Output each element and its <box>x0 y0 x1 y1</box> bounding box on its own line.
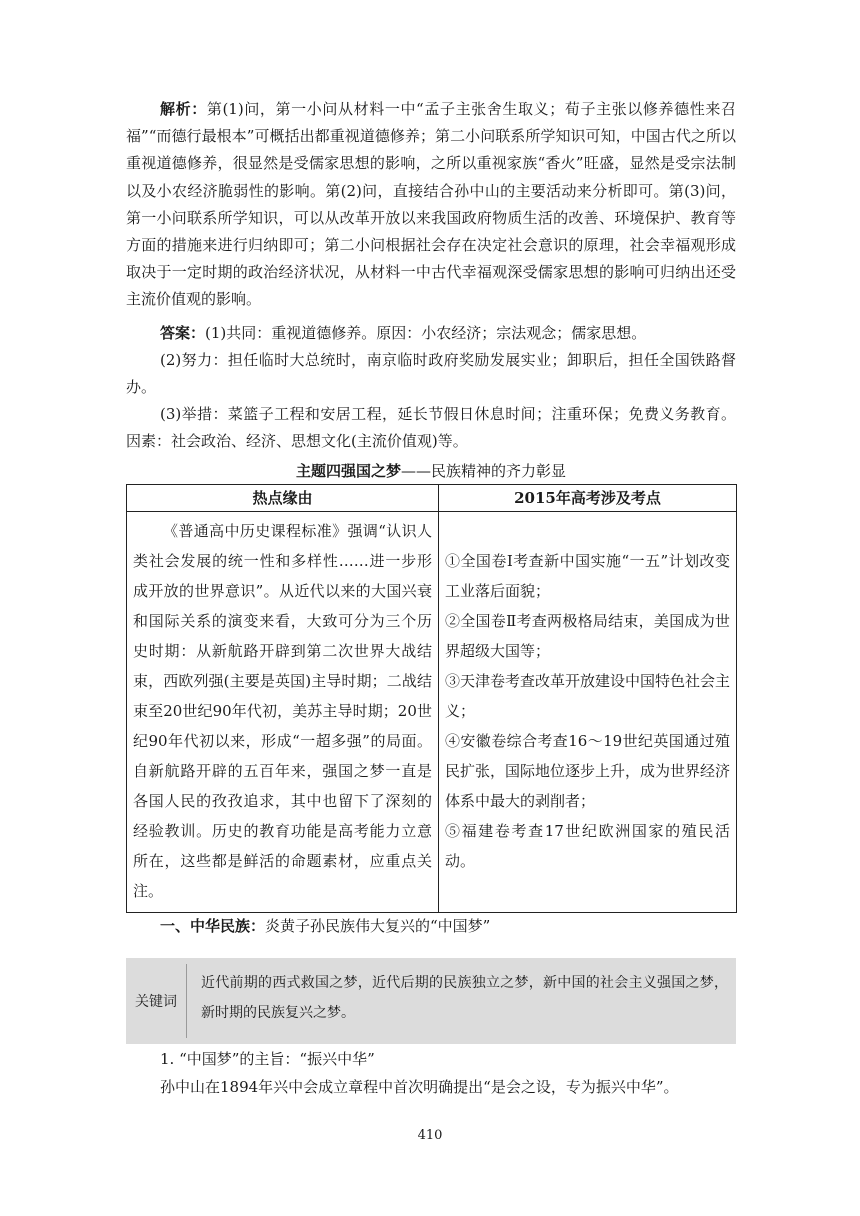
exam-point-item: ③天津卷考查改革开放建设中国特色社会主义； <box>445 671 731 720</box>
answer-label: 答案： <box>160 323 206 342</box>
analysis-text: 第(1)问，第一小问从材料一中“孟子主张舍生取义；荀子主张以修养德性来召福”“而德行最根本”可概括出都重视道德修养；第二小问联系所学知识可知，中国古代之所以重视道德修养，很显然是受儒家思想的影响，之所以重视家族“香火”旺盛，显然是受宗法制以及小农经济脆弱性的影响。第(2)问，直接结合孙中山的主要活动来分析即可。第(3)问，第一小问联系所学知识，可以从改革开放以来我国政府物质生活的改善、环境保护、教育等方面的措施来进行归纳即可；第二小问根据社会存在决定社会意识的原理，社会幸福观形成取决于一定时期的政治经济状况，从材料一中古代幸福观深受儒家思想的影响可归纳出还受主流价值观的影响。 <box>126 100 736 309</box>
exam-point-item: ①全国卷Ⅰ考查新中国实施“一五”计划改变工业落后面貌； <box>445 551 730 600</box>
section-heading-bold: 一、中华民族： <box>160 916 266 935</box>
item-1-body: 孙中山在1894年兴中会成立章程中首次明确提出“是会之设，专为振兴中华”。 <box>160 1078 679 1096</box>
exam-point-item: ②全国卷Ⅱ考查两极格局结束，美国成为世界超级大国等； <box>445 611 730 660</box>
answer-line-1 <box>126 320 736 347</box>
keyword-text: 近代前期的西式救国之梦，近代后期的民族独立之梦，新中国的社会主义强国之梦，新时期的民族复兴之梦。 <box>201 975 728 1021</box>
hotspot-table <box>126 484 737 913</box>
page-number: 410 <box>417 1128 443 1143</box>
section-heading-rest: 炎黄子孙民族伟大复兴的“中国梦” <box>265 916 491 935</box>
section-heading <box>126 913 736 939</box>
table-title-bold: 主题四强国之梦 <box>295 461 401 480</box>
item-1-body-block <box>160 1074 750 1101</box>
exam-point-item: ④安徽卷综合考查16～19世纪英国通过殖民扩张，国际地位逐步上升，成为世界经济体系中最大的剥削者； <box>445 731 731 810</box>
answer-text-1: (1)共同：重视道德修养。原因：小农经济；宗法观念；儒家思想。 <box>205 323 647 342</box>
analysis-paragraph <box>126 96 736 314</box>
table-title-rest: ——民族精神的齐力彰显 <box>401 461 567 480</box>
exam-point-item: ⑤福建卷考查17世纪欧洲国家的殖民活动。 <box>445 821 730 870</box>
reason-text: 《普通高中历史课程标准》强调“认识人类社会发展的统一性和多样性……进一步形成开放的世界意识”。从近代以来的大国兴衰和国际关系的演变来看，大致可分为三个历史时期：从新航路开辟到第二次世界大战结束，西欧列强(主要是英国)主导时期；二战结束至20世纪90年代初，美苏主导时期；20世纪90年代初以来，形成“一超多强”的局面。自新航路开辟的五百年来，强国之梦一直是各国人民的孜孜追求，其中也留下了深刻的经验教训。历史的教育功能是高考能力立意所在，这些都是鲜活的命题素材，应重点关注。 <box>133 521 432 900</box>
col-header-reason: 热点缘由 <box>127 484 439 511</box>
keyword-box <box>126 958 736 1044</box>
answer-line-2: (2)努力：担任临时大总统时，南京临时政府奖励发展实业；卸职后，担任全国铁路督办。 <box>126 350 736 397</box>
exam-points-cell <box>439 511 737 912</box>
table-header-row <box>127 484 737 511</box>
keyword-label: 关键词 <box>135 994 177 1010</box>
col-header-exam-points: 2015年高考涉及考点 <box>439 484 737 511</box>
answer-line-3: (3)举措：菜篮子工程和安居工程，延长节假日休息时间；注重环保；免费义务教育。因素：社会政治、经济、思想文化(主流价值观)等。 <box>126 405 736 451</box>
reason-cell <box>127 511 439 912</box>
table-row <box>127 511 737 912</box>
page-content <box>126 96 736 939</box>
item-1-heading: 1. “中国梦”的主旨：“振兴中华” <box>160 1050 375 1068</box>
analysis-label: 解析： <box>160 100 207 118</box>
table-title <box>126 458 736 484</box>
item-1-block <box>160 1046 736 1073</box>
